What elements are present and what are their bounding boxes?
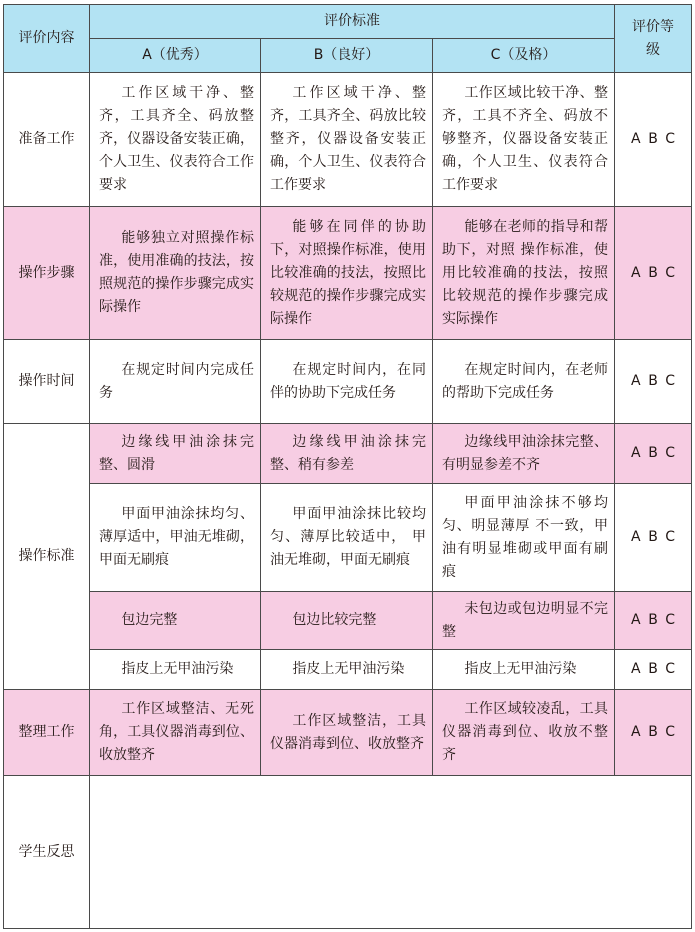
row-standard-edge-level-a: 边缘线甲油涂抹完整、圆滑 — [90, 424, 261, 484]
row-prep-grade: ABC — [615, 73, 692, 207]
row-time-level-a: 在规定时间内完成任务 — [90, 340, 261, 424]
row-steps-level-a: 能够独立对照操作标准，使用准确的技法，按照规范的操作步骤完成实际操作 — [90, 207, 261, 340]
reflection-input-area[interactable] — [90, 776, 692, 929]
row-standard-edge-level-b: 边缘线甲油涂抹完整、稍有参差 — [261, 424, 433, 484]
row-tidy-level-c: 工作区域较凌乱，工具仪器消毒到位、收放不整齐 — [433, 690, 615, 776]
row-standard-edge-level-c: 边缘线甲油涂抹完整、有明显参差不齐 — [433, 424, 615, 484]
header-row-2 — [4, 39, 692, 73]
row-standard-skin-level-c: 指皮上无甲油污染 — [433, 650, 615, 690]
row-reflection — [4, 776, 692, 929]
row-reflection-label: 学生反思 — [4, 776, 90, 929]
header-level-c — [433, 39, 615, 73]
row-prep-label: 准备工作 — [4, 73, 90, 207]
row-standard-label: 操作标准 — [4, 424, 90, 690]
row-steps — [4, 207, 692, 340]
header-content-label: 评价内容 — [18, 30, 75, 46]
row-steps-label: 操作步骤 — [4, 207, 90, 340]
row-tidy-grade: ABC — [615, 690, 692, 776]
header-grade-label: 评价等级 — [632, 18, 674, 58]
row-tidy-level-b: 工作区域整洁，工具仪器消毒到位、收放整齐 — [261, 690, 433, 776]
row-standard-surface-level-a: 甲面甲油涂抹均匀、薄厚适中，甲油无堆砌，甲面无刷痕 — [90, 484, 261, 592]
row-time — [4, 340, 692, 424]
row-time-grade: ABC — [615, 340, 692, 424]
row-tidy-level-a: 工作区域整洁、无死角，工具仪器消毒到位、收放整齐 — [90, 690, 261, 776]
row-prep-level-a: 工作区域干净、整齐，工具齐全、码放整齐，仪器设备安装正确，个人卫生、仪表符合工作要求 — [90, 73, 261, 207]
row-standard-edge-grade: ABC — [615, 424, 692, 484]
row-standard-skin-level-b: 指皮上无甲油污染 — [261, 650, 433, 690]
row-steps-level-c: 能够在老师的指导和帮助下，对照 操作标准，使用比较准确的技法，按照比较规范的操作步骤完成实际操作 — [433, 207, 615, 340]
row-standard-edge — [4, 424, 692, 484]
row-prep-level-b: 工作区域干净、整齐，工具齐全、码放比较整齐，仪器设备安装正确，个人卫生、仪表符合工作要求 — [261, 73, 433, 207]
header-standard-label: 评价标准 — [324, 13, 380, 29]
row-steps-grade: ABC — [615, 207, 692, 340]
level-c-label: C（及格） — [490, 47, 557, 63]
row-standard-wrap-level-a: 包边完整 — [90, 592, 261, 650]
row-time-label: 操作时间 — [4, 340, 90, 424]
row-standard-surface-level-b: 甲面甲油涂抹比较均匀、薄厚比较适中， 甲油无堆砌，甲面无刷痕 — [261, 484, 433, 592]
row-standard-wrap-grade: ABC — [615, 592, 692, 650]
row-standard-surface-level-c: 甲面甲油涂抹不够均匀、明显薄厚 不一致，甲油有明显堆砌或甲面有刷痕 — [433, 484, 615, 592]
level-a-label: A（优秀） — [142, 47, 208, 63]
row-standard-wrap — [4, 592, 692, 650]
header-grade-cell — [615, 5, 692, 73]
row-prep-level-c: 工作区域比较干净、整齐，工具不齐全、码放不够整齐，仪器设备安装正确，个人卫生、仪表符合工作要求 — [433, 73, 615, 207]
row-prep — [4, 73, 692, 207]
row-standard-wrap-level-c: 未包边或包边明显不完整 — [433, 592, 615, 650]
row-standard-skin-level-a: 指皮上无甲油污染 — [90, 650, 261, 690]
row-time-level-c: 在规定时间内，在老师的帮助下完成任务 — [433, 340, 615, 424]
header-level-b — [261, 39, 433, 73]
row-tidy — [4, 690, 692, 776]
row-tidy-label: 整理工作 — [4, 690, 90, 776]
row-standard-wrap-level-b: 包边比较完整 — [261, 592, 433, 650]
header-row-1 — [4, 5, 692, 39]
header-standard-cell — [90, 5, 615, 39]
row-steps-level-b: 能够在同伴的协助下，对照操作标准，使用比较准确的技法，按照比较规范的操作步骤完成实际操作 — [261, 207, 433, 340]
evaluation-table — [3, 4, 692, 929]
row-standard-skin-grade: ABC — [615, 650, 692, 690]
row-time-level-b: 在规定时间内，在同伴的协助下完成任务 — [261, 340, 433, 424]
level-b-label: B（良好） — [313, 47, 380, 63]
row-standard-surface-grade: ABC — [615, 484, 692, 592]
row-standard-skin — [4, 650, 692, 690]
row-standard-surface — [4, 484, 692, 592]
header-content-cell — [4, 5, 90, 73]
header-level-a — [90, 39, 261, 73]
